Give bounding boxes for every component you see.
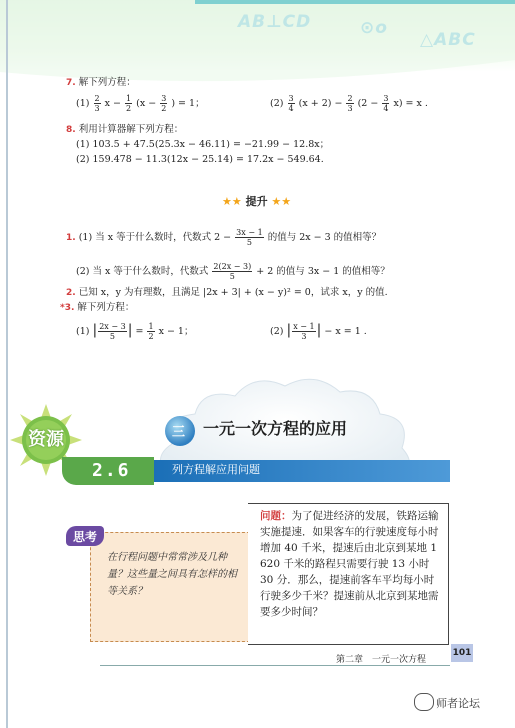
abs-bar: | [316,322,322,338]
footer-rule [100,665,450,666]
problem-text [260,508,443,620]
math-text: (1) 当 x 等于什么数时，代数式 2 − [78,232,232,243]
fraction [94,94,101,113]
numerator: 1 [126,94,132,103]
exercise-8-part-2: (2) 159.478 − 11.3(12x − 25.14) = 17.2x − 549.64. [76,154,324,165]
denominator: 4 [288,104,294,113]
exercise-7-title [66,77,136,89]
chapter-number: 三 [172,425,186,440]
section-banner [62,457,450,485]
advanced-1-part-2 [76,262,390,281]
exercise-number: 2. [66,288,76,298]
section-title: 列方程解应用问题 [172,463,260,476]
math-text: x − 1； [158,326,194,337]
fraction [160,94,167,113]
math-text: 的值与 2x − 3 的值相等？ [267,232,382,243]
section-title: 提升 [245,195,268,208]
fraction [235,228,263,247]
numerator: 3 [383,94,389,103]
denominator: 2 [161,104,167,113]
thinking-text: 在行程问题中常常涉及几种量？这些量之间具有怎样的相等关系？ [107,552,237,597]
abs-bar: | [286,322,292,338]
math-text: (2) 当 x 等于什么数时，代数式 [76,266,209,277]
exercise-text: 已知 x，y 为有理数，且满足 |2x + 3| + (x − y)² = 0，试求 x，y 的值. [78,287,388,298]
exercise-7-part-1 [76,94,205,113]
numerator: 1 [148,322,154,331]
resource-badge-label: 资源 [28,429,64,450]
part-label: (2) [270,98,284,109]
fraction [212,262,252,281]
math-text: (x − [136,98,157,109]
exercise-number: 8. [66,125,76,135]
math-text: ) = 1； [171,98,205,109]
numerator: x − 1 [293,322,315,331]
math-text: (2 − [357,98,379,109]
part-label: (2) [270,326,284,337]
denominator: 3 [94,104,100,113]
page-number: 101 [451,644,473,662]
denominator: 2 [148,332,154,341]
abs-bar: | [127,322,133,338]
numerator: 2 [347,94,353,103]
header-deco-text: AB⊥CD [238,12,312,32]
wechat-icon [414,693,434,711]
section-number: 2.6 [92,460,131,481]
chapter-title: 一元一次方程的应用 [203,419,348,438]
advanced-3-part-2 [270,322,367,341]
part-label: (1) [76,98,90,109]
page-left-rule [6,0,8,728]
fraction [382,94,389,113]
fraction [125,94,132,113]
numerator: 3 [288,94,294,103]
abs-bar: | [92,322,98,338]
fraction [98,322,126,341]
exercise-text: 解下列方程： [77,302,135,313]
problem-label: 问题： [260,510,292,522]
denominator: 4 [383,104,389,113]
numerator: 2 [94,94,100,103]
numerator: 3 [161,94,167,103]
section-heading [222,193,291,209]
advanced-3-part-1 [76,322,193,341]
fraction [346,94,353,113]
math-text: − x = 1 . [324,326,367,337]
thinking-tab-label: 思考 [73,530,98,544]
exercise-text: 解下列方程： [78,77,136,88]
exercise-8-part-1: (1) 103.5 + 47.5(25.3x − 46.11) = −21.99 − 12.8x； [76,139,330,150]
math-text: x − [104,98,121,109]
part-label: (1) [76,326,90,337]
math-text: + 2 的值与 3x − 1 的值相等？ [256,266,390,277]
exercise-8-title [66,124,183,136]
advanced-3-title [60,302,134,314]
math-text: (x + 2) − [298,98,343,109]
exercise-number: 7. [66,78,76,88]
denominator: 5 [246,238,252,247]
header-deco-text: ⊙o [360,18,388,38]
fraction [292,322,315,341]
denominator: 5 [229,272,235,281]
math-text: x) = x . [393,98,428,109]
header-top-line [195,0,515,4]
denominator: 2 [126,104,132,113]
exercise-number: *3. [60,303,75,313]
footer-chapter: 第二章 一元一次方程 [336,655,427,665]
header-deco-text: △ABC [420,30,476,50]
math-text: = [135,326,144,337]
watermark-text: 师者论坛 [436,697,480,710]
fraction [147,322,154,341]
numerator: 2x − 3 [99,322,126,331]
numerator: 2(2x − 3) [213,262,252,271]
numerator: 3x − 1 [236,228,263,237]
star-icon: ★★ [222,195,242,208]
exercise-text: 利用计算器解下列方程： [78,124,184,135]
exercise-7-part-2 [270,94,428,113]
advanced-2 [66,287,388,299]
problem-body: 为了促进经济的发展，铁路运输实施提速．如果客车的行驶速度每小时增加 40 千米，提速后由北京到某地 1 620 千米的路程只需要行驶 13 小时 30 分．那么，提速前客车平均每小时行驶多少千米？提速前从北京到某地需要多少时间？ [260,510,439,618]
star-icon: ★★ [271,195,292,208]
denominator: 3 [347,104,353,113]
fraction [288,94,295,113]
denominator: 3 [301,332,307,341]
denominator: 5 [109,332,115,341]
advanced-1-part-1 [66,228,381,247]
exercise-number: 1. [66,233,76,243]
